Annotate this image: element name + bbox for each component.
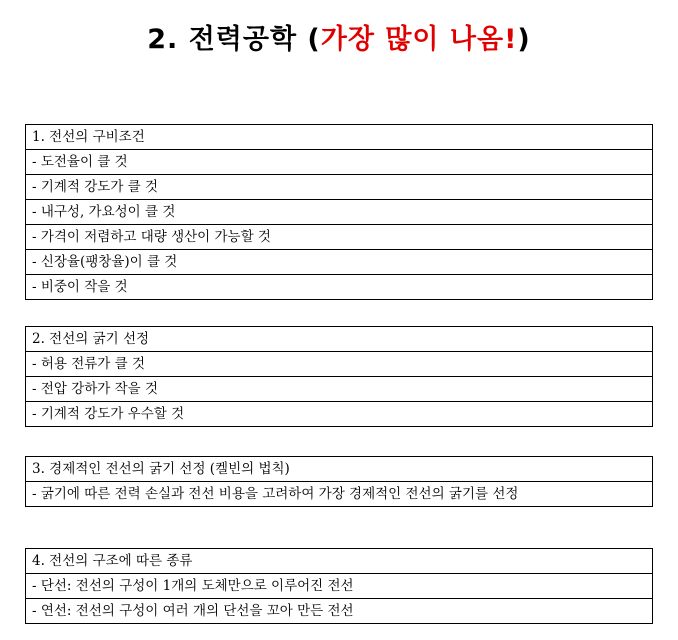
list-item: - 내구성, 가요성이 클 것 [26,199,652,224]
section-header: 2. 전선의 굵기 선정 [26,327,652,352]
list-item: - 기계적 강도가 우수할 것 [26,401,652,426]
section-conductor-structure-types [25,548,653,624]
section-conductor-requirements [25,124,653,300]
list-item: - 단선: 전선의 구성이 1개의 도체만으로 이루어진 전선 [32,578,354,594]
title-prefix: 2. 전력공학 ( [147,24,321,55]
title-suffix: ) [517,24,531,55]
list-item: - 전압 강하가 작을 것 [26,376,652,401]
list-item: - 가격이 저렴하고 대량 생산이 가능할 것 [26,224,652,249]
list-item: - 도전율이 클 것 [32,154,128,170]
list-item: - 굵기에 따른 전력 손실과 전선 비용을 고려하여 가장 경제적인 전선의 굵기를 선정 [32,486,519,502]
section-kelvin-law [25,456,653,507]
list-item: - 기계적 강도가 클 것 [26,174,652,199]
section-conductor-size-selection [25,326,653,427]
list-item: - 연선: 전선의 구성이 여러 개의 단선을 꼬아 만든 전선 [26,598,652,623]
list-item: - 비중이 작을 것 [26,274,652,299]
section-header: 4. 전선의 구조에 따른 종류 [26,549,652,574]
list-item: - 허용 전류가 클 것 [32,356,146,372]
section-header: 1. 전선의 구비조건 [26,125,652,150]
title-highlight: 가장 많이 나옴! [320,24,518,55]
section-header: 3. 경제적인 전선의 굵기 선정 (켈빈의 법칙) [26,457,652,482]
list-item: - 신장율(팽창율)이 클 것 [26,249,652,274]
page-title [0,18,678,62]
